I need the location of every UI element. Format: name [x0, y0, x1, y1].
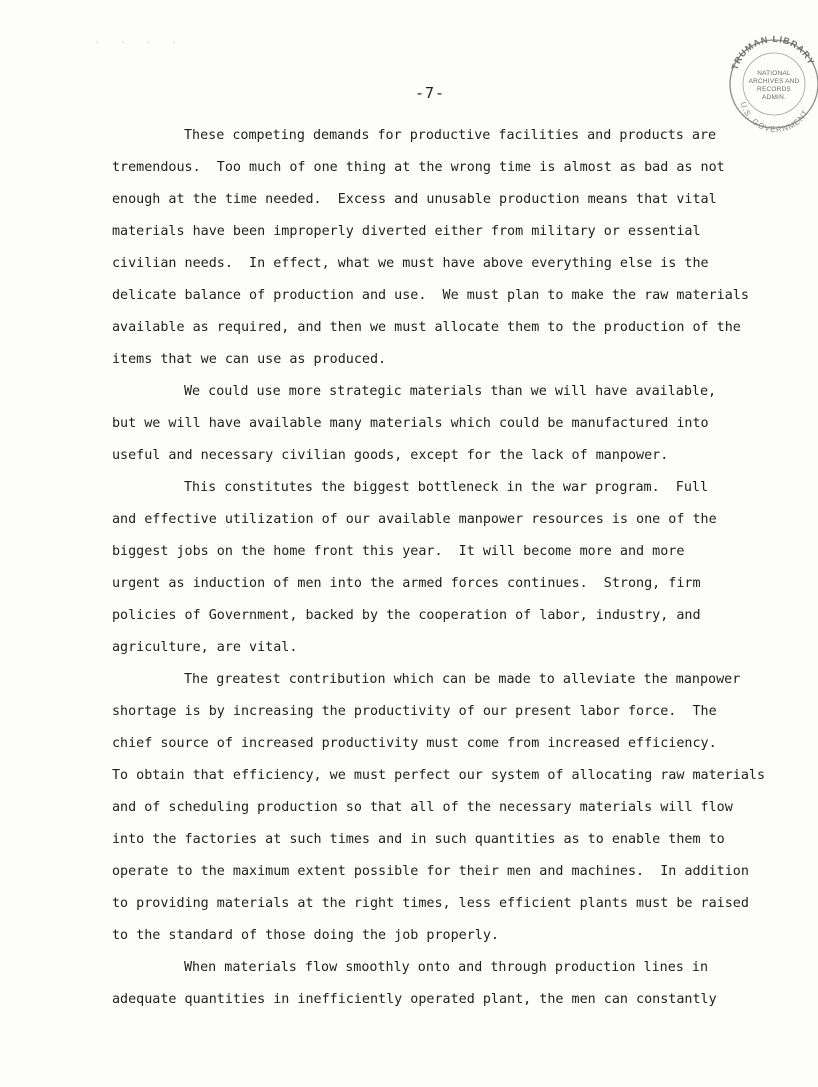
paragraph	[112, 376, 812, 472]
text-line: materials have been improperly diverted either from military or essential	[112, 224, 701, 239]
text-line: delicate balance of production and use. We must plan to make the raw materials	[112, 288, 749, 303]
body-text	[112, 120, 812, 1016]
scan-specks: · · · ·	[95, 38, 185, 47]
text-line: civilian needs. In effect, what we must have above everything else is the	[112, 256, 709, 271]
archive-stamp	[722, 22, 818, 134]
text-line: into the factories at such times and in such quantities as to enable them to	[112, 832, 725, 847]
paragraph	[112, 952, 812, 1016]
text-line: and of scheduling production so that all of the necessary materials will flow	[112, 800, 733, 815]
stamp-line: NATIONAL	[757, 70, 791, 77]
paragraph	[112, 120, 812, 376]
text-line: but we will have available many materials which could be manufactured into	[112, 416, 709, 431]
stamp-arc-bottom: U.S. GOVERNMENT	[738, 100, 811, 134]
text-line: chief source of increased productivity must come from increased efficiency.	[112, 736, 717, 751]
text-line: operate to the maximum extent possible for their men and machines. In addition	[112, 864, 749, 879]
text-line: shortage is by increasing the productivity of our present labor force. The	[112, 704, 717, 719]
text-line: This constitutes the biggest bottleneck in the war program. Full	[184, 480, 709, 495]
text-line: adequate quantities in inefficiently operated plant, the men can constantly	[112, 992, 717, 1007]
paragraph	[112, 664, 812, 952]
text-line: and effective utilization of our available manpower resources is one of the	[112, 512, 717, 527]
text-line: items that we can use as produced.	[112, 352, 387, 367]
text-line: policies of Government, backed by the cooperation of labor, industry, and	[112, 608, 701, 623]
text-line: urgent as induction of men into the armed forces continues. Strong, firm	[112, 576, 701, 591]
text-line: available as required, and then we must allocate them to the production of the	[112, 320, 741, 335]
text-line: To obtain that efficiency, we must perfect our system of allocating raw materials	[112, 768, 766, 783]
text-line: enough at the time needed. Excess and unusable production means that vital	[112, 192, 717, 207]
stamp-line: ARCHIVES AND	[748, 78, 800, 85]
stamp-center-text	[744, 70, 804, 102]
text-line: These competing demands for productive facilities and products are	[184, 128, 717, 143]
text-line: When materials flow smoothly onto and through production lines in	[184, 960, 709, 975]
text-line: to the standard of those doing the job properly.	[112, 928, 499, 943]
text-line: We could use more strategic materials than we will have available,	[184, 384, 717, 399]
svg-text:TRUMAN LIBRARY	[730, 34, 817, 71]
text-line: useful and necessary civilian goods, except for the lack of manpower.	[112, 448, 669, 463]
text-line: tremendous. Too much of one thing at the wrong time is almost as bad as not	[112, 160, 725, 175]
text-line: to providing materials at the right times, less efficient plants must be raised	[112, 896, 749, 911]
paragraph	[112, 472, 812, 664]
stamp-line: RECORDS	[757, 86, 791, 93]
text-line: biggest jobs on the home front this year. It will become more and more	[112, 544, 685, 559]
page-number: -7-	[415, 84, 446, 102]
text-line: The greatest contribution which can be made to alleviate the manpower	[184, 672, 741, 687]
stamp-arc-top: TRUMAN LIBRARY	[729, 33, 817, 72]
stamp-line: ADMIN.	[762, 94, 786, 101]
text-line: agriculture, are vital.	[112, 640, 298, 655]
